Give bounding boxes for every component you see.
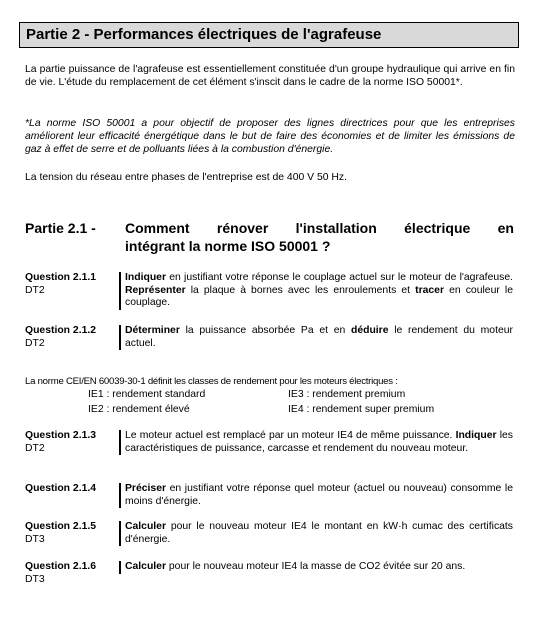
question-number: Question 2.1.5	[25, 521, 97, 532]
question-action-verb: Déterminer	[125, 325, 180, 336]
question-action-verb: Préciser	[125, 483, 167, 494]
cei-norm-text: La norme CEI/EN 60039-30-1 définit les classes de rendement pour les moteurs électriques :	[25, 376, 398, 387]
question-label	[25, 272, 96, 297]
question-number: Question 2.1.3	[25, 430, 97, 441]
question-text-run: Le moteur actuel est remplacé par un moteur IE4 de même puissance.	[125, 430, 456, 441]
question-text	[119, 561, 513, 574]
ie4-class: IE4 : rendement super premium	[288, 404, 435, 415]
section-title: Partie 2 - Performances électriques de l'agrafeuse	[19, 22, 519, 48]
question-label	[25, 430, 96, 455]
question-text	[119, 272, 513, 310]
ie2-class: IE2 : rendement élevé	[88, 404, 190, 415]
subsection-title	[125, 219, 514, 255]
ie1-class: IE1 : rendement standard	[88, 389, 206, 400]
question-text-run: en justifiant votre réponse quel moteur (actuel ou nouveau) consomme le moins d'énergie.	[125, 483, 513, 507]
question-text-run: pour le nouveau moteur IE4 la masse de CO2 évitée sur 20 ans.	[166, 561, 466, 572]
subsection-title-line1: Comment rénover l'installation électrique en	[125, 220, 514, 236]
question-text-run: la plaque à bornes avec les enroulements et	[185, 284, 416, 296]
question-label	[25, 561, 96, 586]
question-text-run: en justifiant votre réponse le couplage actuel sur le moteur de l'agrafeuse.	[165, 272, 513, 283]
question-text	[119, 430, 513, 455]
question-text	[119, 325, 513, 350]
question-label	[25, 521, 96, 546]
question-doc-ref: DT2	[25, 337, 45, 349]
iso-note-paragraph: *La norme ISO 50001 a pour objectif de proposer des lignes directrices pour que les entreprises améliorent leur efficacité énergétique dans le but de faire des économies et de limiter les émissions de gaz à effet de serre et de polluants liées à la combustion d'énergie.	[25, 118, 515, 156]
question-text-run: en couleur le couplage.	[125, 284, 513, 308]
question-text	[119, 521, 513, 546]
question-action-verb: tracer	[415, 284, 444, 296]
question-label	[25, 483, 96, 496]
question-action-verb: Indiquer	[455, 430, 497, 441]
question-text-run: le rendement du moteur actuel.	[125, 325, 513, 349]
question-number: Question 2.1.4	[25, 483, 97, 494]
question-doc-ref: DT2	[25, 284, 45, 296]
question-doc-ref: DT3	[25, 533, 45, 545]
question-number: Question 2.1.6	[25, 561, 97, 572]
question-action-verb: Calculer	[125, 561, 167, 572]
question-action-verb: Calculer	[125, 521, 167, 532]
question-text-run: les caractéristiques de puissance, carcasse et rendement du nouveau moteur.	[125, 430, 513, 454]
question-doc-ref: DT2	[25, 442, 45, 454]
question-text	[119, 483, 513, 508]
question-action-verb: déduire	[350, 325, 389, 336]
subsection-title-line2: intégrant la norme ISO 50001 ?	[125, 238, 331, 254]
ie3-class: IE3 : rendement premium	[288, 389, 406, 400]
question-number: Question 2.1.2	[25, 325, 97, 336]
question-doc-ref: DT3	[25, 573, 45, 585]
question-text-run: la puissance absorbée Pa et en	[179, 325, 351, 336]
subsection-label: Partie 2.1 -	[25, 220, 96, 236]
intro-paragraph	[25, 63, 515, 89]
network-voltage-paragraph: La tension du réseau entre phases de l'entreprise est de 400 V 50 Hz.	[25, 172, 347, 183]
question-label	[25, 325, 96, 350]
question-action-verb: Indiquer	[125, 272, 166, 283]
question-text-run: pour le nouveau moteur IE4 le montant en kW·h cumac des certificats d'énergie.	[125, 521, 513, 545]
intro-text: La partie puissance de l'agrafeuse est essentiellement constituée d'un groupe hydraulique qui arrive en fin de vie. L'étude du remplacement de cet élément s'inscit dans le cadre de la norme ISO 50001*.	[25, 64, 515, 89]
question-number: Question 2.1.1	[25, 272, 97, 283]
question-action-verb: Représenter	[125, 284, 186, 296]
